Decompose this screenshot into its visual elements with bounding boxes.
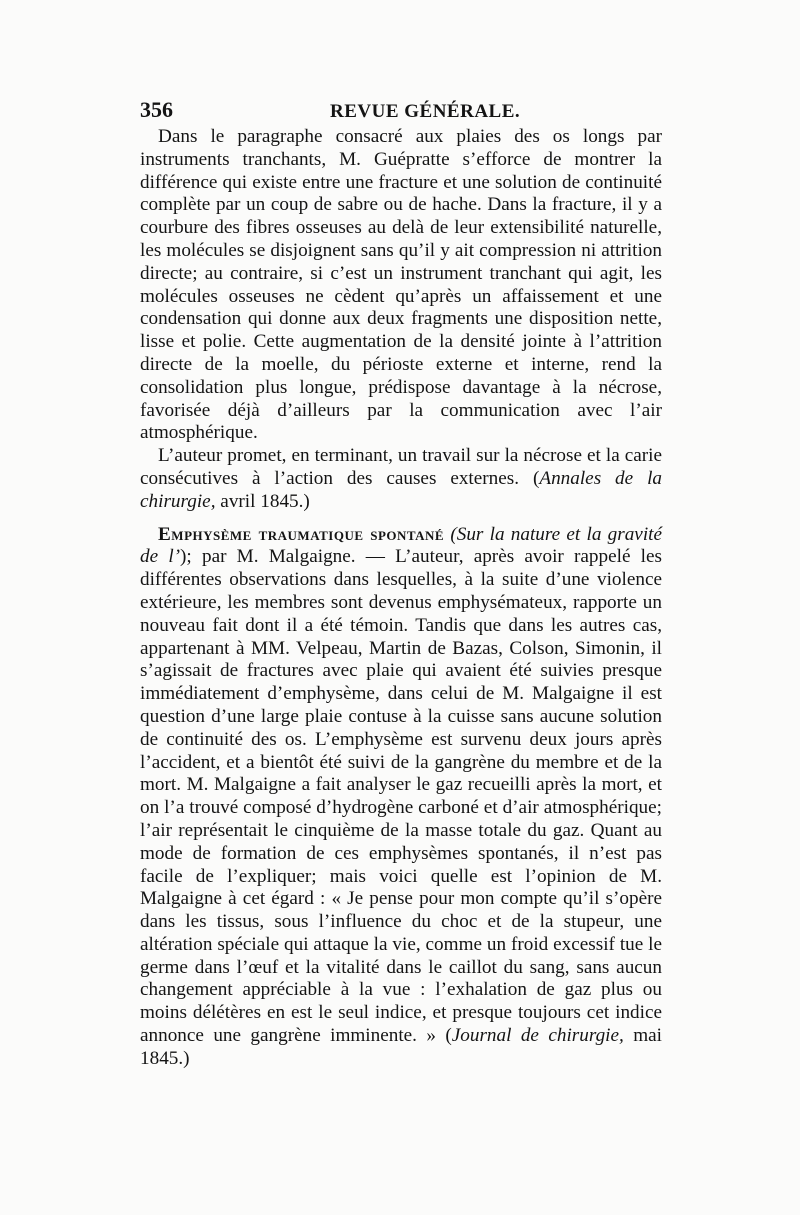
citation-date: mai 1845.) <box>140 1025 662 1069</box>
paragraph-fracture <box>140 126 662 445</box>
page-number: 356 <box>140 97 173 122</box>
heading-subtitle: (Sur la nature et la gravité de l’ <box>140 523 662 568</box>
paragraph-text: Dans le paragraphe consacré aux plaies des os longs par instruments tranchants, M. Guépratte s’efforce de montrer la différence qui existe entre une fracture et une solution de continuité complète par un coup de sabre ou de hache. Dans la fracture, il y a courbure des fibres osseuses au delà de leur extensibilité naturelle, les molécules se disjoignent sans qu’il y ait compression ni attrition directe; au contraire, si c’est un instrument tranchant qui agit, les molécules osseuses ne cèdent qu’après un affaissement et une condensation qui donne aux deux fragments une disposition nette, lisse et polie. Cette augmentation de la densité jointe à l’attrition directe de la moelle, du périoste externe et interne, rend la consolidation plus longue, prédispose davantage à la nécrose, favorisée déjà d’ailleurs par la communication avec l’air atmosphérique. <box>140 126 662 444</box>
body-text <box>140 126 662 1071</box>
citation: Annales de la chirurgie, <box>140 467 662 512</box>
paragraph-text: ); par M. Malgaigne. — L’auteur, après avoir rappelé les différentes observations dans lesquelles, à la suite d’une violence extérieure, les membres sont devenus emphysémateux, rapporte un nouveau fait dont il a été témoin. Tandis que dans les autres cas, appartenant à MM. Velpeau, Martin de Bazas, Colson, Simonin, il s’agissait de fractures avec plaie qui avaient été suivies presque immédiatement d’emphysème, dans celui de M. Malgaigne il est question d’une large plaie contuse à la cuisse sans aucune solution de continuité des os. L’emphysème est survenu deux jours après l’accident, et a bientôt été suivi de la gangrène du membre et de la mort. M. Malgaigne a fait analyser le gaz recueilli après la mort, et on l’a trouvé composé d’hydrogène carboné et d’air atmosphérique; l’air représentait le cinquième de la masse totale du gaz. Quant au mode de formation de ces emphysèmes spontanés, il n’est pas facile de l’expliquer; mais voici quelle est l’opinion de M. Malgaigne à cet égard : « Je pense pour mon compte qu’il s’opère dans les tissus, sous l’influence du choc et de la stupeur, une altération spéciale qui attaque la vie, comme un froid excessif tue le germe dans l’œuf et la vitalité dans le caillot du sang, sans aucun changement appréciable à la vue : l’exhalation de gaz plus ou moins délétères en est le seul indice, et presque toujours cet indice annonce une gangrène imminente. » ( <box>140 546 662 1047</box>
paragraph-text: L’auteur promet, en terminant, un travail sur la nécrose et la carie consécutives à l’action des causes externes. ( <box>140 445 662 489</box>
section-heading: Emphysème traumatique spontané <box>158 523 445 545</box>
citation: Journal de chirurgie, <box>451 1025 624 1047</box>
paragraph-emphyseme <box>140 524 662 1071</box>
paragraph-author-promise <box>140 445 662 513</box>
citation-date: avril 1845.) <box>215 490 310 512</box>
running-title: REVUE GÉNÉRALE. <box>330 101 521 122</box>
